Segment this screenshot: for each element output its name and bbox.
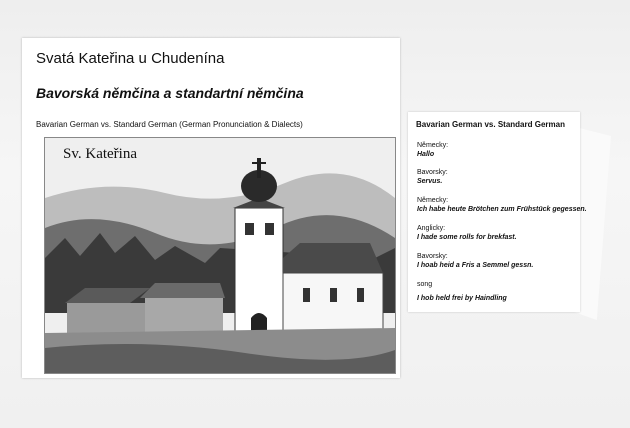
entry-label: Bavorsky: bbox=[417, 253, 448, 260]
entry-text: Ich habe heute Brötchen zum Frühstück gegessen. bbox=[417, 206, 587, 213]
entry-text: I hob held frei by Haindling bbox=[417, 295, 507, 302]
headline: Bavorská němčina a standartní němčina bbox=[36, 85, 304, 101]
note-title: Bavarian German vs. Standard German bbox=[416, 120, 565, 129]
left-poster bbox=[22, 38, 400, 378]
church-drawing bbox=[45, 138, 395, 373]
church-sketch bbox=[44, 137, 396, 374]
entry-text: I hoab heid a Fris a Semmel gessn. bbox=[417, 262, 534, 269]
entry-text: I hade some rolls for brekfast. bbox=[417, 234, 517, 241]
entry-label: Německy: bbox=[417, 142, 449, 149]
right-note bbox=[408, 112, 587, 312]
entry-label: Bavorsky: bbox=[417, 169, 448, 176]
entry-text: Hallo bbox=[417, 151, 435, 158]
entry-label: Anglicky: bbox=[417, 225, 446, 232]
entry-label: song bbox=[417, 281, 433, 288]
place-title: Svatá Kateřina u Chudenína bbox=[36, 50, 225, 67]
entry-label: Německy: bbox=[417, 197, 449, 204]
sketch-caption: Sv. Kateřina bbox=[63, 146, 138, 162]
entry-text: Servus. bbox=[417, 178, 443, 185]
subline: Bavarian German vs. Standard German (German Pronunciation & Dialects) bbox=[36, 120, 303, 129]
